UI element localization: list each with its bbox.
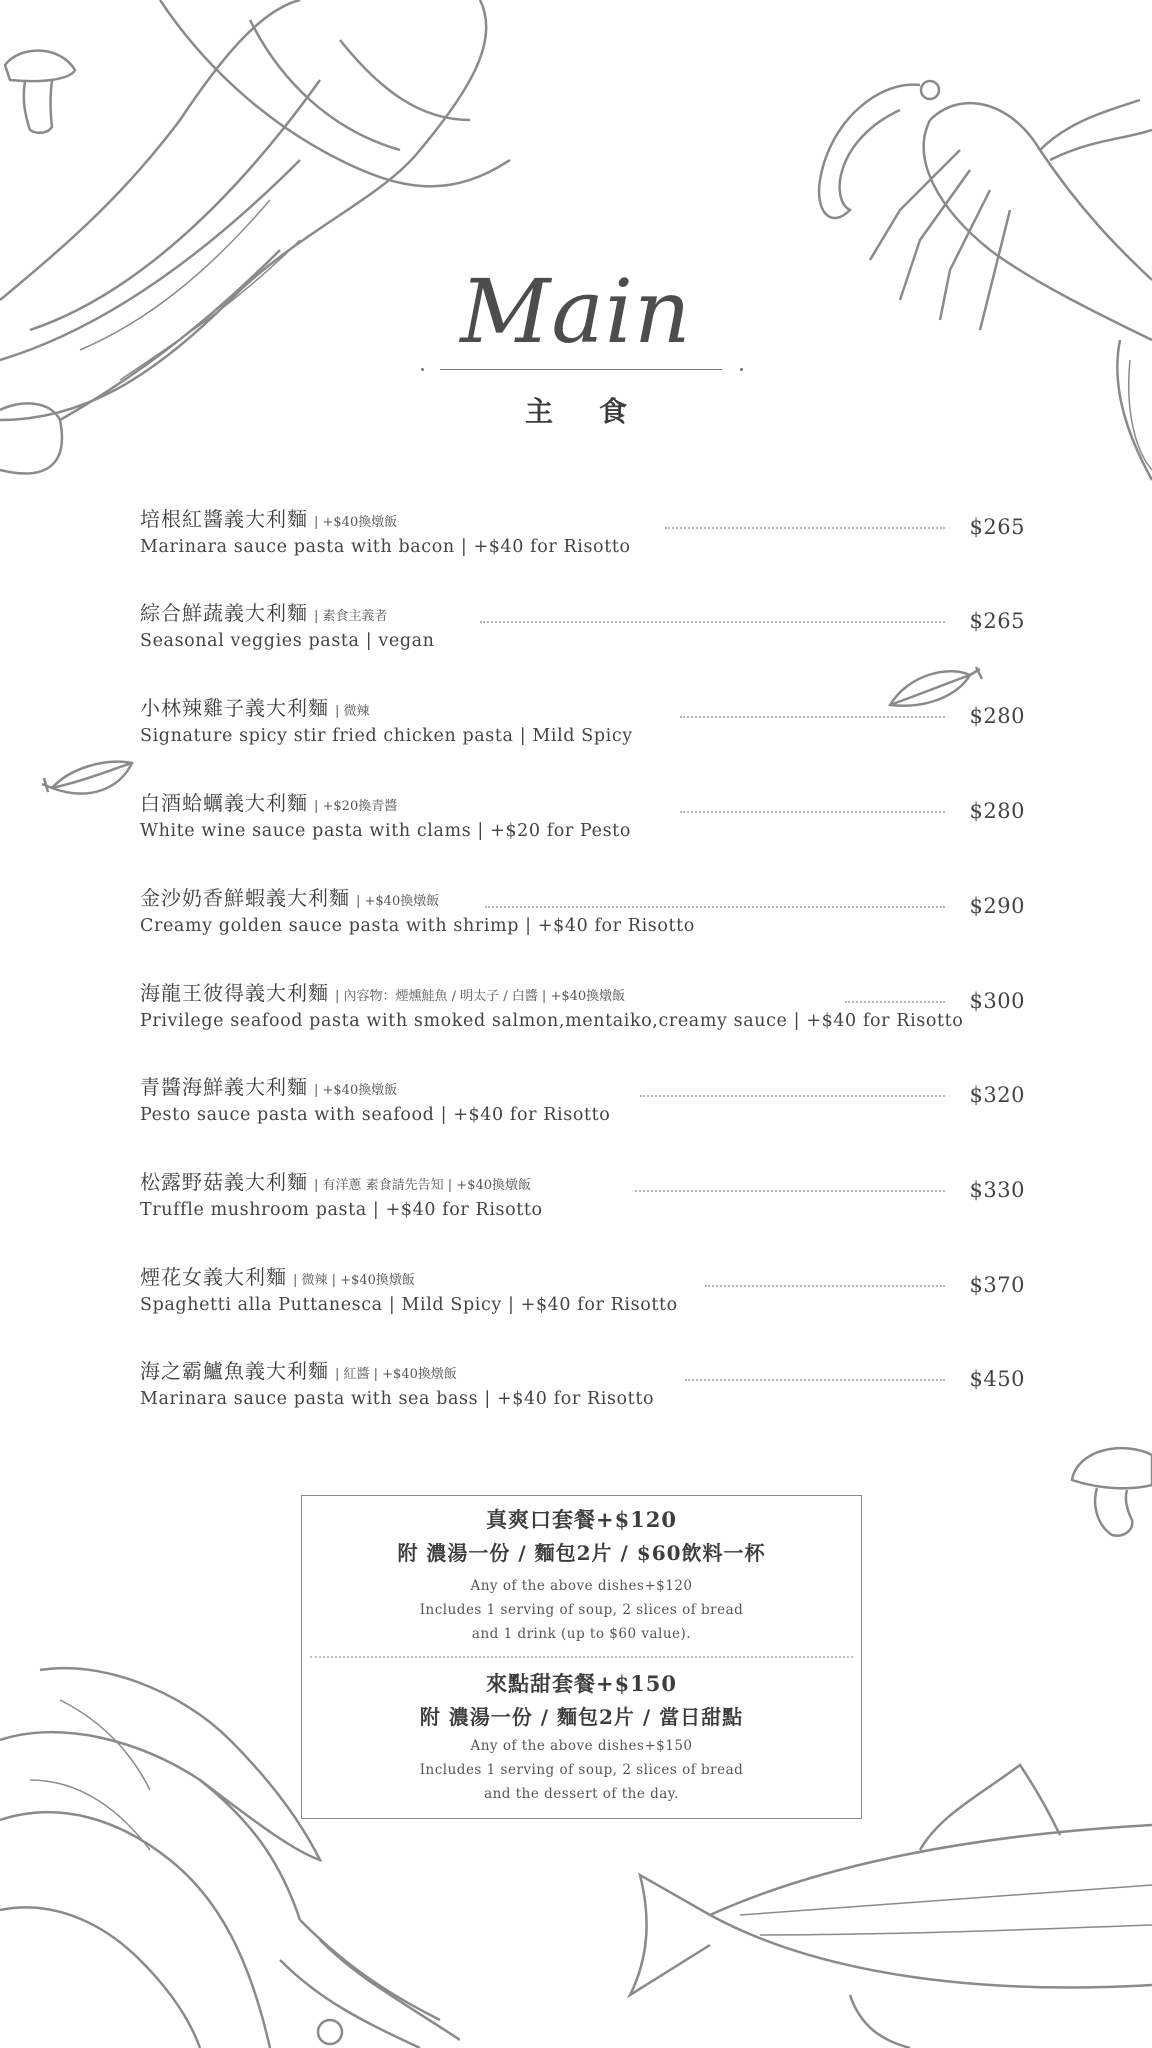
dish-name-en: Seasonal veggies pasta | vegan [140,631,435,651]
set-meal-desc-line: Any of the above dishes+$120 [470,1578,693,1594]
dish-name-en: Spaghetti alla Puttanesca | Mild Spicy | +$40 for Risotto [140,1295,678,1315]
dish-price: $450 [969,1367,1025,1391]
dish-name-zh: 海龍王彼得義大利麵 [140,981,329,1005]
dish-note-zh: | 微辣 | +$40換燉飯 [293,1273,415,1288]
dish-note-zh: | +$40換燉飯 [314,1083,398,1098]
dish-note-zh: | +$40換燉飯 [356,894,440,909]
dish-name-zh: 金沙奶香鮮蝦義大利麵 [140,886,350,910]
dish-name-en: Signature spicy stir fried chicken pasta | Mild Spicy [140,726,633,746]
dish-name-zh: 白酒蛤蠣義大利麵 [140,791,308,815]
set-meal-divider [310,1656,853,1658]
menu-item [140,787,1025,857]
dish-name-en: White wine sauce pasta with clams | +$20 for Pesto [140,821,631,841]
menu-item [140,1355,1025,1425]
title-divider-dot [421,368,424,371]
set-meal-desc-line: and the dessert of the day. [484,1786,679,1802]
dish-note-zh: | 微辣 [335,704,370,719]
set-meal-title: 真爽口套餐+$120 [485,1507,678,1532]
menu-item [140,1166,1025,1236]
set-meal-title: 來點甜套餐+$150 [485,1671,678,1696]
dot-leader [665,527,945,529]
menu-item [140,1261,1025,1331]
dish-name-zh: 煙花女義大利麵 [140,1265,287,1289]
dish-price: $280 [969,704,1025,728]
set-meal-includes: 附 濃湯一份 / 麵包2片 / $60飲料一杯 [397,1541,766,1565]
dot-leader [685,1379,945,1381]
dot-leader [480,621,945,623]
set-meal-section [302,1504,861,1646]
menu-item [140,692,1025,762]
dot-leader [845,1001,945,1003]
dish-price: $330 [969,1178,1025,1202]
set-meal-box [301,1495,862,1819]
page-title: Main [460,260,692,363]
set-meal-desc-line: Includes 1 serving of soup, 2 slices of bread [419,1762,744,1778]
menu-item [140,1071,1025,1141]
dish-note-zh: | 有洋蔥 素食請先告知 | +$40換燉飯 [314,1178,531,1193]
set-meal-includes: 附 濃湯一份 / 麵包2片 / 當日甜點 [419,1705,744,1729]
dish-name-en: Creamy golden sauce pasta with shrimp | +$40 for Risotto [140,916,695,936]
set-meal-desc-line: and 1 drink (up to $60 value). [471,1626,692,1642]
dish-price: $370 [969,1273,1025,1297]
dish-name-zh: 培根紅醬義大利麵 [140,507,308,531]
mushroom-icon [1062,1440,1152,1545]
dish-name-en: Marinara sauce pasta with bacon | +$40 for Risotto [140,537,631,557]
mushroom-icon [0,45,80,145]
dish-price: $265 [969,609,1025,633]
dot-leader [705,1285,945,1287]
dish-price: $300 [969,989,1025,1013]
dish-name-zh: 青醬海鮮義大利麵 [140,1075,308,1099]
menu-item [140,503,1025,573]
dish-price: $320 [969,1083,1025,1107]
dot-leader [640,1095,945,1097]
dish-price: $280 [969,799,1025,823]
dot-leader [485,906,945,908]
dish-name-en: Truffle mushroom pasta | +$40 for Risotto [140,1200,543,1220]
menu-item [140,977,1025,1047]
title-divider [440,369,722,370]
leaf-icon [40,758,135,806]
page-subtitle: 主食 [524,395,673,428]
dot-leader [680,811,945,813]
dish-name-zh: 海之霸鱸魚義大利麵 [140,1359,329,1383]
dish-price: $265 [969,515,1025,539]
dish-name-zh: 小林辣雞子義大利麵 [140,696,329,720]
set-meal-desc-line: Any of the above dishes+$150 [470,1738,693,1754]
menu-item [140,597,1025,667]
dish-note-zh: | 素食主義者 [314,609,388,624]
title-divider-dot [740,368,743,371]
dish-name-zh: 綜合鮮蔬義大利麵 [140,601,308,625]
dot-leader [635,1190,945,1192]
dish-name-en: Marinara sauce pasta with sea bass | +$40 for Risotto [140,1389,655,1409]
dish-name-zh: 松露野菇義大利麵 [140,1170,308,1194]
dish-price: $290 [969,894,1025,918]
set-meal-section [302,1668,861,1806]
dish-note-zh: | +$40換燉飯 [314,515,398,530]
set-meal-desc-line: Includes 1 serving of soup, 2 slices of bread [419,1602,744,1618]
dish-name-en: Privilege seafood pasta with smoked salmon,mentaiko,creamy sauce | +$40 for Risotto [140,1011,964,1031]
dish-note-zh: | +$20換青醬 [314,799,398,814]
dot-leader [680,716,945,718]
dish-note-zh: | 紅醬 | +$40換燉飯 [335,1367,457,1382]
dish-note-zh: | 內容物：煙燻鮭魚 / 明太子 / 白醬 | +$40換燉飯 [335,989,626,1004]
menu-item [140,882,1025,952]
dish-name-en: Pesto sauce pasta with seafood | +$40 for Risotto [140,1105,611,1125]
